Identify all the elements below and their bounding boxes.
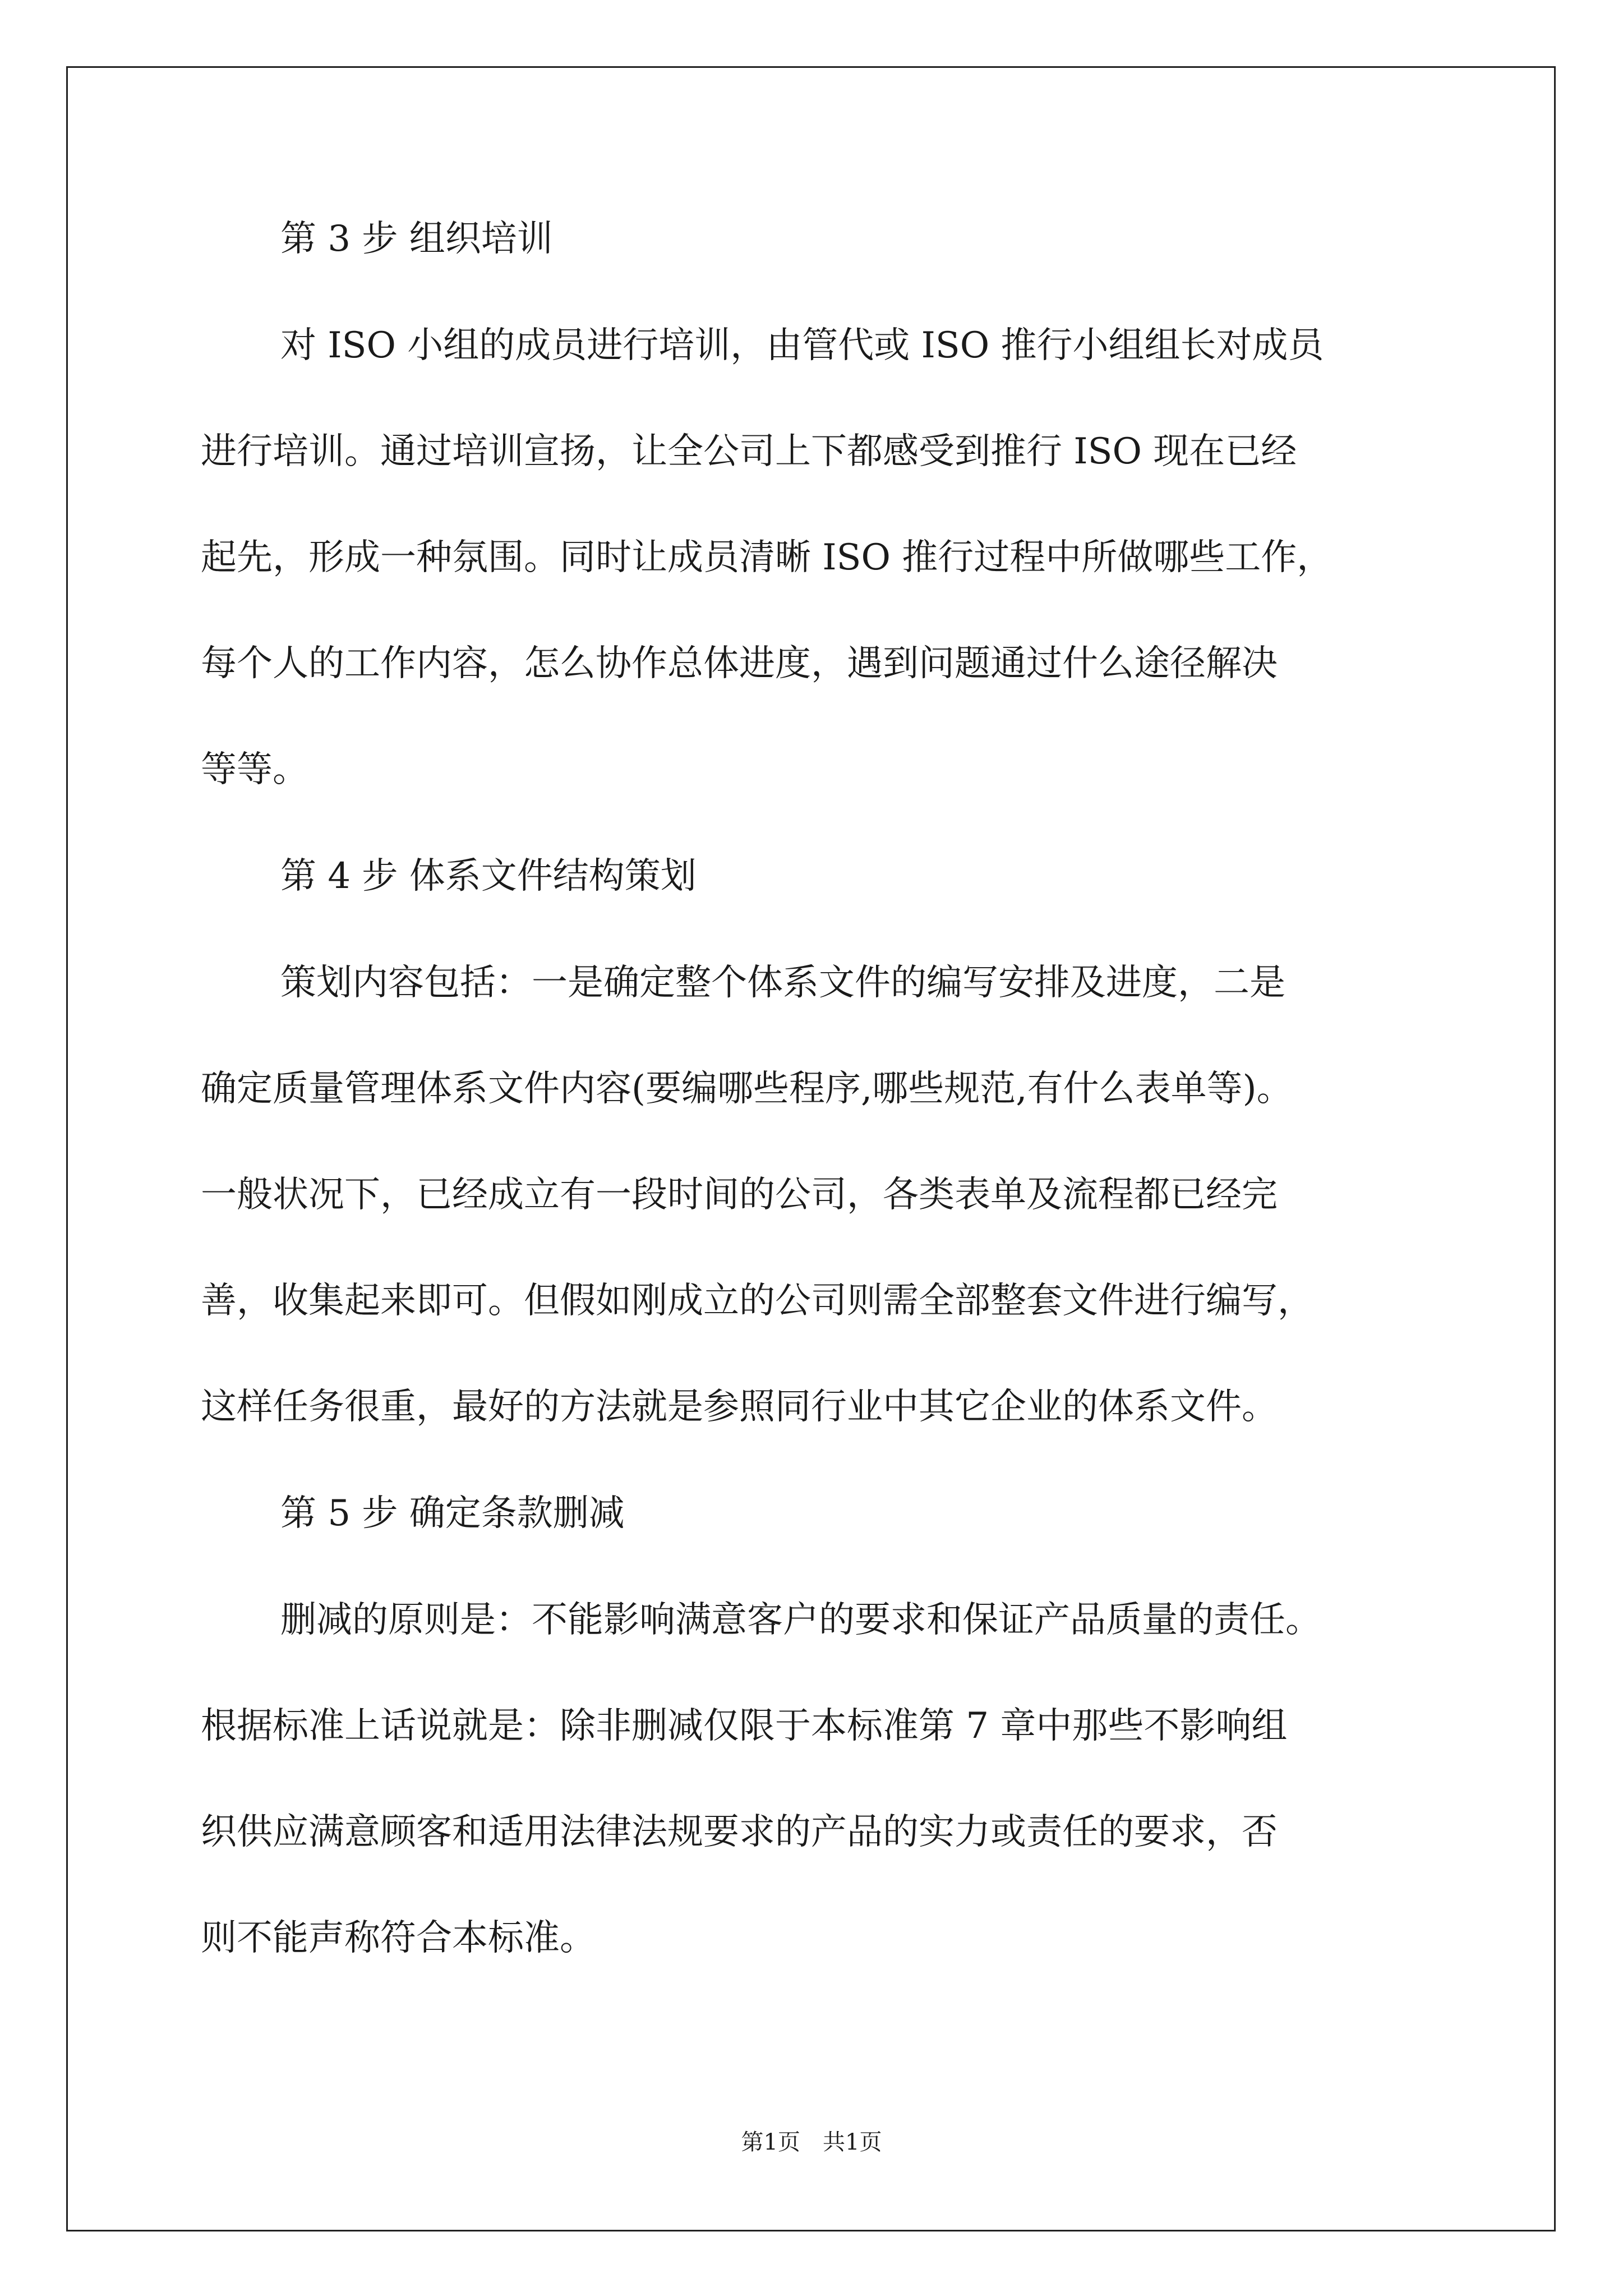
paragraph-line: 等等。: [201, 749, 308, 790]
section-heading-step-4: 第 4 步 体系文件结构策划: [280, 855, 697, 897]
section-paragraph-step-3: [201, 320, 1435, 795]
page-footer: 第1页 共1页: [741, 2129, 882, 2155]
section-heading-step-3: 第 3 步 组织培训: [280, 218, 553, 260]
paragraph-line: 进行培训。通过培训宣扬，让全公司上下都感受到推行 ISO 现在已经: [201, 431, 1297, 472]
paragraph-line: 一般状况下，已经成立有一段时间的公司，各类表单及流程都已经完: [201, 1174, 1278, 1216]
paragraph-line: 策划内容包括：一是确定整个体系文件的编写安排及进度，二是: [280, 962, 1285, 1004]
paragraph-line: 根据标准上话说就是：除非删减仅限于本标准第 7 章中那些不影响组: [201, 1705, 1288, 1747]
section-paragraph-step-5: [201, 1594, 1435, 1964]
paragraph-line: 这样任务很重，最好的方法就是参照同行业中其它企业的体系文件。: [201, 1386, 1278, 1428]
document-body: [201, 213, 1435, 2019]
paragraph-line: 对 ISO 小组的成员进行培训，由管代或 ISO 推行小组组长对成员: [280, 325, 1324, 366]
section-heading-step-5: 第 5 步 确定条款删减: [280, 1493, 625, 1534]
paragraph-line: 每个人的工作内容，怎么协作总体进度，遇到问题通过什么途径解决: [201, 643, 1278, 684]
paragraph-line: 确定质量管理体系文件内容(要编哪些程序,哪些规范,有什么表单等)。: [201, 1068, 1293, 1110]
paragraph-line: 起先，形成一种氛围。同时让成员清晰 ISO 推行过程中所做哪些工作，: [201, 537, 1333, 578]
paragraph-line: 织供应满意顾客和适用法律法规要求的产品的实力或责任的要求，否: [201, 1811, 1278, 1853]
paragraph-line: 则不能声称符合本标准。: [201, 1917, 596, 1959]
section-paragraph-step-4: [201, 957, 1435, 1433]
paragraph-line: 删减的原则是：不能影响满意客户的要求和保证产品质量的责任。: [280, 1599, 1321, 1641]
paragraph-line: 善，收集起来即可。但假如刚成立的公司则需全部整套文件进行编写，: [201, 1280, 1313, 1322]
